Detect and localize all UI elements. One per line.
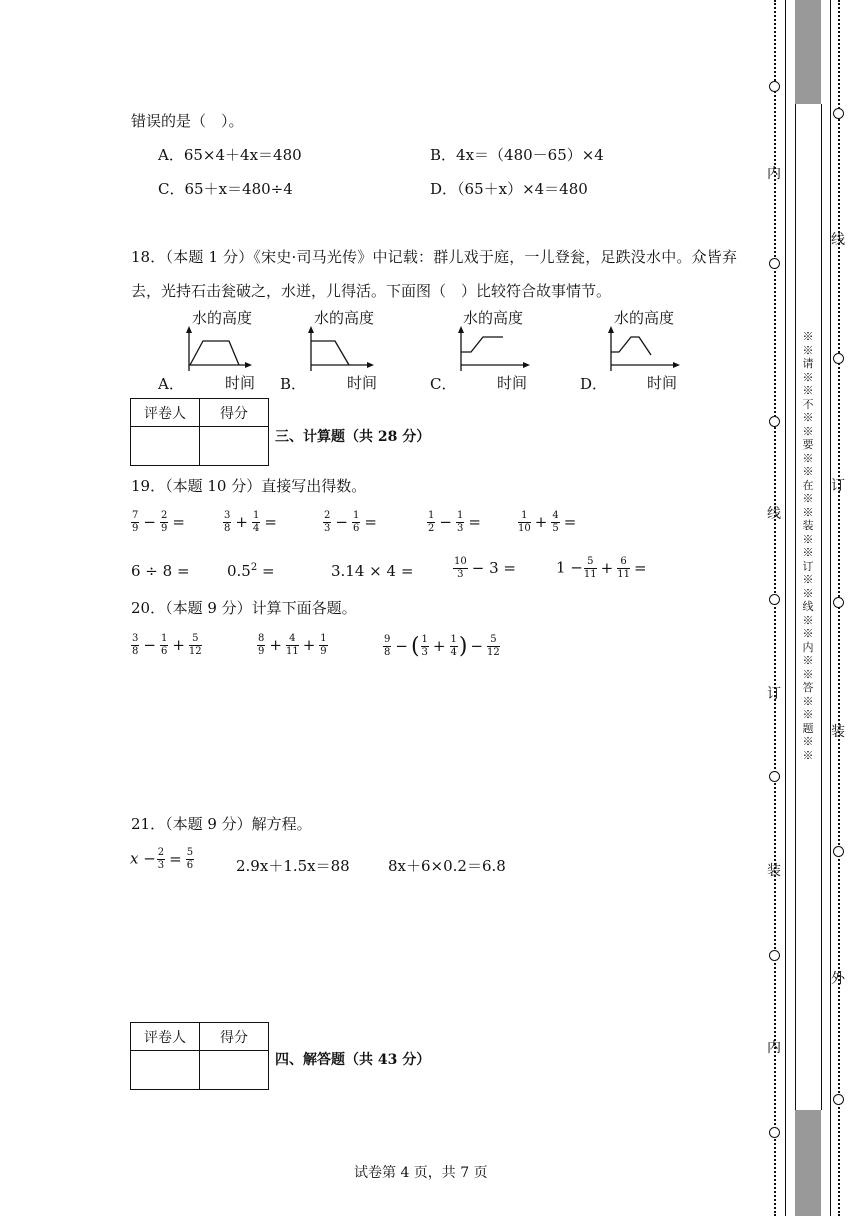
- q17-option-c: C．65＋x＝480÷4: [158, 180, 293, 198]
- binding-circle: [769, 594, 780, 605]
- score-table-4: [130, 1022, 269, 1090]
- grey-bar-top: [795, 0, 821, 104]
- score-label: 得分: [200, 399, 269, 427]
- score-table-3: [130, 398, 269, 466]
- graph-a-ylabel: 水的高度: [192, 309, 253, 327]
- q19-expr-5: $\frac{1}{10}$ + $\frac{4}{5}$ =: [518, 510, 577, 534]
- inner-char-4: 装: [767, 863, 781, 879]
- inner-char-5: 内: [767, 1040, 781, 1056]
- reviewer-cell[interactable]: [131, 1051, 200, 1090]
- score-cell[interactable]: [200, 1051, 269, 1090]
- binding-circle: [833, 108, 844, 119]
- inner-char-1: 内: [767, 166, 781, 182]
- graph-c-letter: C．: [430, 375, 457, 393]
- outer-char-4: 外: [831, 971, 845, 987]
- binding-circle: [769, 258, 780, 269]
- q19-expr-6: 6 ÷ 8 =: [131, 562, 190, 580]
- grey-bar-bottom: [795, 1110, 821, 1216]
- q20-label: 20．（本题 9 分）计算下面各题。: [131, 599, 357, 617]
- inner-char-3: 订: [767, 686, 781, 702]
- binding-circle: [833, 597, 844, 608]
- binding-margin: [748, 0, 860, 1216]
- q19-expr-2: $\frac{3}{8}$ + $\frac{1}{4}$ =: [224, 510, 277, 534]
- q21-expr-3: 8x＋6×0.2＝6.8: [388, 857, 506, 875]
- outer-dotted-line: [838, 0, 840, 1216]
- reviewer-label: 评卷人: [131, 399, 200, 427]
- q19-expr-4: $\frac{1}{2}$ − $\frac{1}{3}$ =: [428, 510, 481, 534]
- graph-b: [305, 325, 375, 373]
- graph-a-xlabel: 时间: [225, 374, 256, 392]
- binding-circle: [769, 81, 780, 92]
- graph-b-letter: B．: [280, 375, 307, 393]
- outer-char-1: 线: [831, 232, 845, 248]
- graph-d: [605, 325, 681, 373]
- graph-c: [455, 325, 531, 373]
- q21-expr-1: x − $\frac{2}{3}$ = $\frac{5}{6}$: [130, 847, 194, 871]
- inner-char-2: 线: [767, 506, 781, 522]
- q17-option-d: D．（65＋x）×4＝480: [430, 180, 588, 198]
- notice-frame-left: [795, 104, 796, 1110]
- q20-expr-3: $\frac{9}{8}$ − ( $\frac{1}{3}$ + $\frac{1}{4}$ ) − $\frac{5}{12}$: [384, 634, 500, 659]
- outer-char-3: 装: [831, 724, 845, 740]
- q18-text: 18．（本题 1 分）《宋史·司马光传》中记载：群儿戏于庭，一儿登瓮，足跌没水中。众皆弃去，光持石击瓮破之，水迸，儿得活。下面图（ ）比较符合故事情节。: [131, 248, 737, 300]
- section4-title: 四、解答题（共 43 分）: [275, 1052, 431, 1068]
- q17-option-b: B．4x＝（480－65）×4: [430, 146, 604, 164]
- binding-circle: [833, 846, 844, 857]
- q19-expr-8: 3.14 × 4 =: [331, 562, 414, 580]
- q19-expr-10: 1 − $\frac{5}{11}$ + $\frac{6}{11}$ =: [556, 556, 647, 580]
- score-cell[interactable]: [200, 427, 269, 466]
- binding-circle: [769, 950, 780, 961]
- binding-circle: [769, 416, 780, 427]
- frame-line-left: [785, 0, 786, 1216]
- binding-circle: [769, 1127, 780, 1138]
- graph-c-xlabel: 时间: [497, 374, 528, 392]
- outer-char-2: 订: [831, 478, 845, 494]
- graph-b-ylabel: 水的高度: [314, 309, 375, 327]
- reviewer-label: 评卷人: [131, 1023, 200, 1051]
- q20-expr-1: $\frac{3}{8}$ − $\frac{1}{6}$ + $\frac{5}{12}$: [132, 633, 202, 657]
- q20-expr-2: $\frac{8}{9}$ + $\frac{4}{11}$ + $\frac{1}{9}$: [258, 633, 327, 657]
- graph-b-xlabel: 时间: [347, 374, 378, 392]
- graph-a-letter: A．: [158, 375, 184, 393]
- binding-circle: [769, 771, 780, 782]
- binding-circle: [833, 353, 844, 364]
- binding-circle: [833, 1094, 844, 1105]
- graph-d-xlabel: 时间: [647, 374, 678, 392]
- q19-label: 19．（本题 10 分）直接写出得数。: [131, 477, 367, 495]
- reviewer-cell[interactable]: [131, 427, 200, 466]
- q21-expr-2: 2.9x＋1.5x＝88: [236, 857, 350, 875]
- q19-expr-1: $\frac{7}{9}$ − $\frac{2}{9}$ =: [132, 510, 185, 534]
- score-label: 得分: [200, 1023, 269, 1051]
- q17-option-a: A．65×4＋4x＝480: [158, 146, 302, 164]
- q19-expr-7: $0.5^2$ =: [227, 562, 275, 580]
- notice-frame-right: [821, 104, 822, 1110]
- graph-a: [183, 325, 253, 373]
- graph-c-ylabel: 水的高度: [463, 309, 524, 327]
- q17-stem-end: 错误的是（ ）。: [131, 112, 244, 130]
- graph-d-letter: D．: [580, 375, 608, 393]
- q19-expr-3: $\frac{2}{3}$ − $\frac{1}{6}$ =: [324, 510, 377, 534]
- page-footer: 试卷第 4 页，共 7 页: [354, 1165, 488, 1181]
- binding-notice: ※※请※※不※※要※※在※※装※※订※※线※※内※※答※※题※※: [802, 330, 814, 762]
- q21-label: 21．（本题 9 分）解方程。: [131, 815, 312, 833]
- graph-d-ylabel: 水的高度: [614, 309, 675, 327]
- section3-title: 三、计算题（共 28 分）: [275, 429, 431, 445]
- q19-expr-9: $\frac{10}{3}$ − 3 =: [454, 556, 516, 580]
- frame-line-right: [830, 0, 831, 1216]
